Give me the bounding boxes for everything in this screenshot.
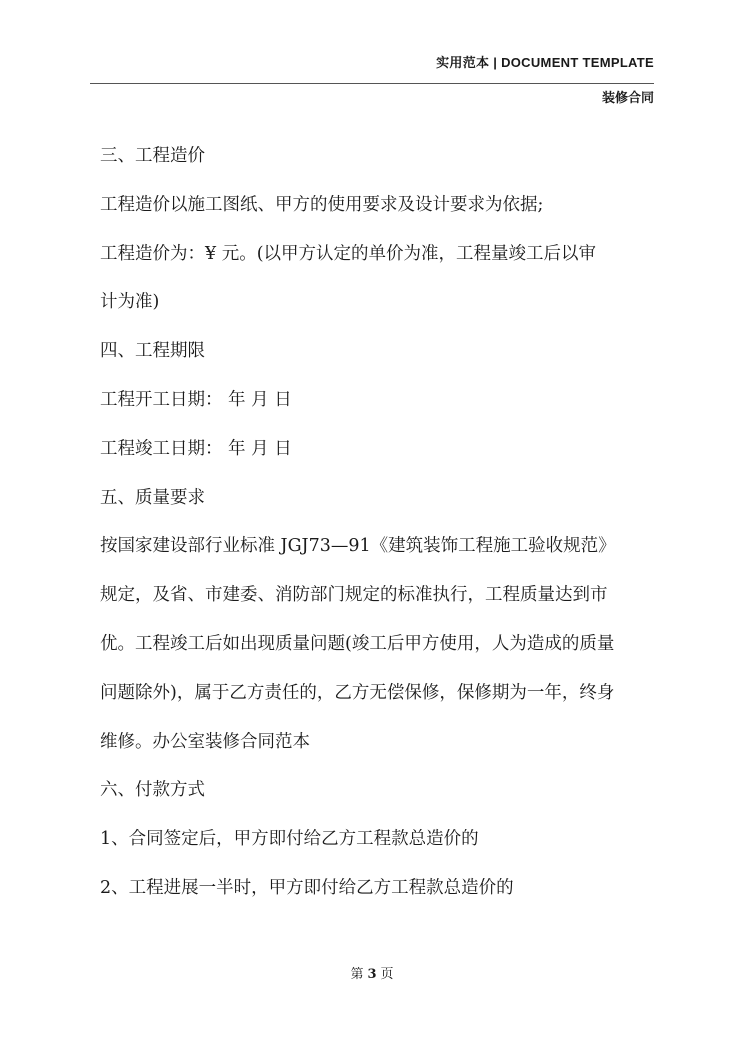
footer-prefix: 第: [350, 967, 364, 982]
paragraph-line: 工程开工日期： 年 月 日: [100, 389, 292, 410]
section-heading-period: 四、工程期限: [100, 341, 205, 362]
paragraph-line: 1、合同签定后，甲方即付给乙方工程款总造价的: [100, 829, 479, 850]
paragraph-line: 优。工程竣工后如出现质量问题(竣工后甲方使用，人为造成的质量: [100, 633, 615, 654]
page-footer: [0, 963, 744, 982]
page-number: 3: [367, 967, 377, 982]
section-heading-payment: 六、付款方式: [100, 780, 205, 801]
page-header-subtitle: 装修合同: [601, 90, 654, 105]
document-body: [100, 138, 660, 919]
header-divider: [90, 83, 654, 84]
paragraph-line: 2、工程进展一半时，甲方即付给乙方工程款总造价的: [100, 877, 514, 898]
section-heading-cost: 三、工程造价: [100, 146, 205, 166]
paragraph-line: 工程竣工日期： 年 月 日: [100, 438, 292, 459]
paragraph-line: 工程造价为：¥ 元。(以甲方认定的单价为准，工程量竣工后以审: [100, 243, 597, 264]
paragraph-line: 规定，及省、市建委、消防部门规定的标准执行，工程质量达到市: [100, 585, 608, 606]
page-header-title: 实用范本 | DOCUMENT TEMPLATE: [436, 55, 654, 70]
paragraph-line: 计为准): [100, 292, 160, 313]
paragraph-line: 维修。办公室装修合同范本: [100, 731, 310, 752]
paragraph-line: 工程造价以施工图纸、甲方的使用要求及设计要求为依据;: [100, 194, 544, 215]
section-heading-quality: 五、质量要求: [100, 487, 205, 508]
paragraph-line: 问题除外)，属于乙方责任的，乙方无偿保修，保修期为一年，终身: [100, 682, 615, 703]
footer-suffix: 页: [380, 967, 394, 982]
paragraph-line: 按国家建设部行业标准 JGJ73—91《建筑装饰工程施工验收规范》: [100, 536, 616, 557]
